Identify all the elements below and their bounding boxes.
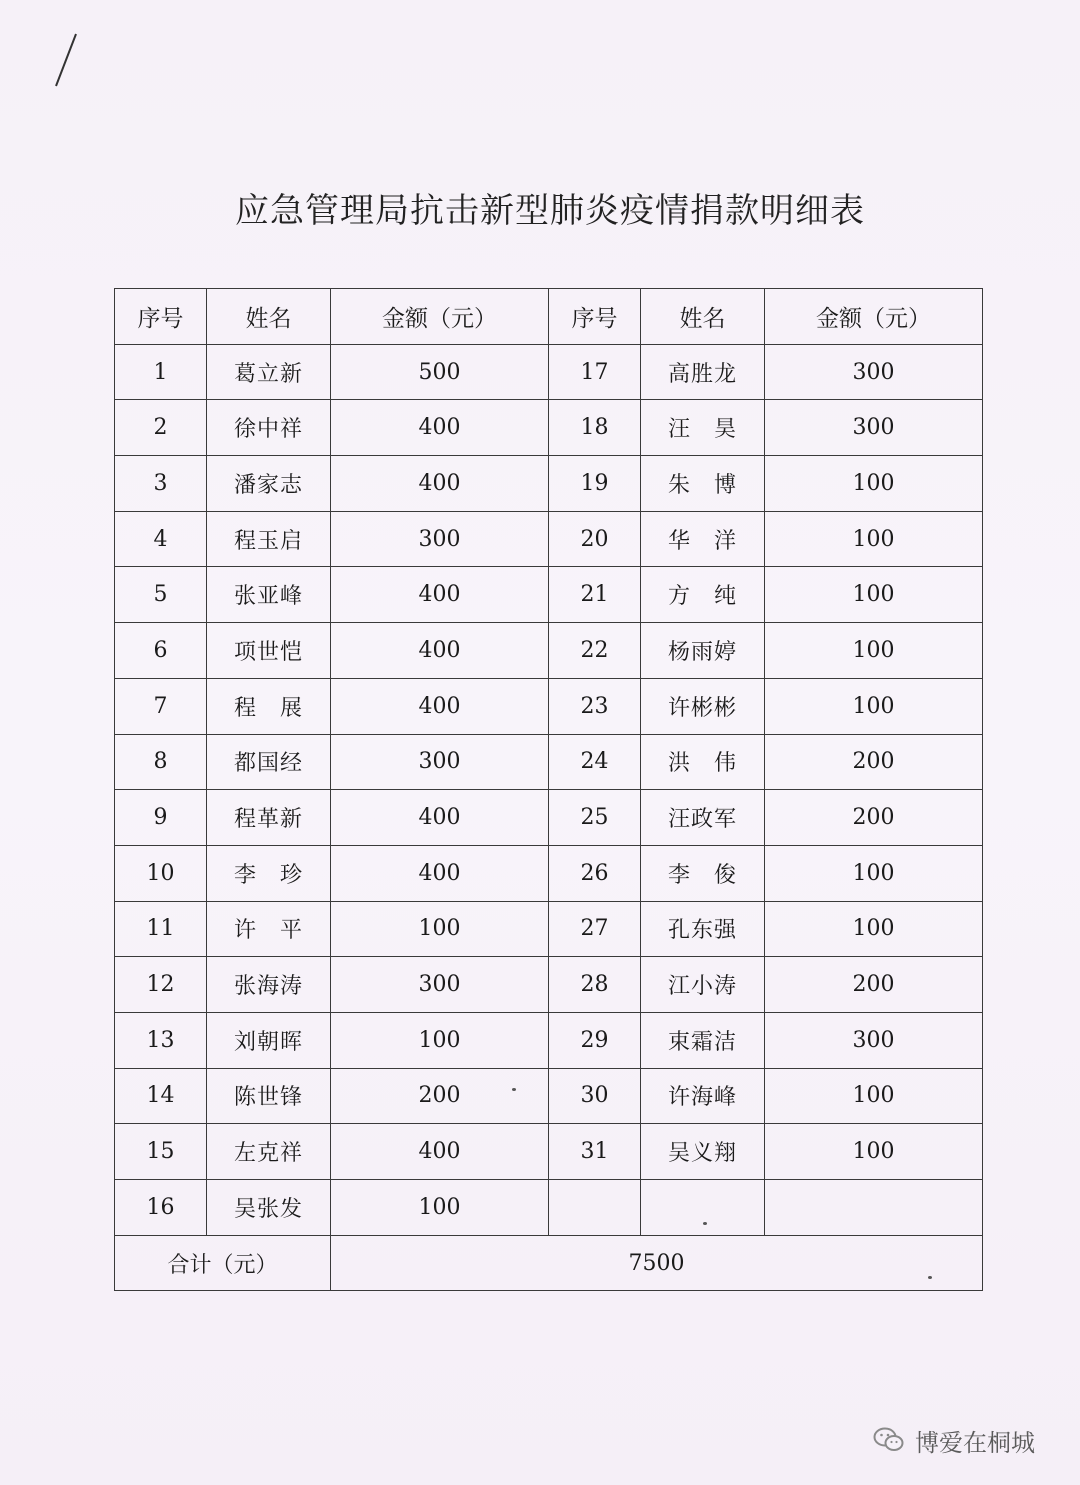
donor-name: 许 平 <box>207 901 331 957</box>
donation-amount: 100 <box>765 623 983 679</box>
donation-amount: 400 <box>331 623 549 679</box>
serial-number: 30 <box>549 1068 641 1124</box>
table-row <box>115 1012 983 1068</box>
donor-name: 吴张发 <box>207 1180 331 1236</box>
donor-name: 汪政军 <box>641 790 765 846</box>
donation-amount: 100 <box>331 1180 549 1236</box>
scan-speck <box>703 1222 707 1225</box>
donation-amount: 500 <box>331 344 549 400</box>
serial-number: 11 <box>115 901 207 957</box>
serial-number: 15 <box>115 1124 207 1180</box>
donor-name: 华 洋 <box>641 511 765 567</box>
serial-number: 31 <box>549 1124 641 1180</box>
serial-number: 18 <box>549 400 641 456</box>
donation-amount: 100 <box>765 511 983 567</box>
donor-name: 陈世锋 <box>207 1068 331 1124</box>
donation-amount: 300 <box>765 400 983 456</box>
donation-amount: 400 <box>331 567 549 623</box>
serial-number: 29 <box>549 1012 641 1068</box>
column-header: 姓名 <box>641 289 765 345</box>
donor-name: 徐中祥 <box>207 400 331 456</box>
table-row <box>115 678 983 734</box>
donation-amount: 400 <box>331 1124 549 1180</box>
column-header: 金额（元） <box>331 289 549 345</box>
column-header: 姓名 <box>207 289 331 345</box>
serial-number: 12 <box>115 957 207 1013</box>
total-row <box>115 1235 983 1291</box>
donor-name: 程革新 <box>207 790 331 846</box>
total-label: 合计（元） <box>115 1235 331 1291</box>
donation-amount: 200 <box>765 734 983 790</box>
donation-amount: 400 <box>331 456 549 512</box>
donor-name: 洪 伟 <box>641 734 765 790</box>
serial-number: 5 <box>115 567 207 623</box>
column-header: 金额（元） <box>765 289 983 345</box>
serial-number: 28 <box>549 957 641 1013</box>
document-title: 应急管理局抗击新型肺炎疫情捐款明细表 <box>235 191 865 231</box>
donation-amount: 300 <box>765 1012 983 1068</box>
footer-brand-label: 博爱在桐城 <box>915 1428 1035 1457</box>
table-row <box>115 400 983 456</box>
donor-name: 方 纯 <box>641 567 765 623</box>
donation-amount: 400 <box>331 400 549 456</box>
donation-amount: 300 <box>765 344 983 400</box>
serial-number: 14 <box>115 1068 207 1124</box>
donor-name: 张亚峰 <box>207 567 331 623</box>
table-row <box>115 734 983 790</box>
donor-name: 葛立新 <box>207 344 331 400</box>
serial-number: 3 <box>115 456 207 512</box>
table-row <box>115 1180 983 1236</box>
donation-amount: 400 <box>331 678 549 734</box>
table-row <box>115 456 983 512</box>
serial-number: 26 <box>549 845 641 901</box>
table-row <box>115 901 983 957</box>
column-header: 序号 <box>549 289 641 345</box>
table-row <box>115 1124 983 1180</box>
donor-name: 程 展 <box>207 678 331 734</box>
total-value: 7500 <box>331 1235 983 1291</box>
table-row <box>115 344 983 400</box>
serial-number: 6 <box>115 623 207 679</box>
donation-amount: 300 <box>331 734 549 790</box>
donation-amount: 300 <box>331 957 549 1013</box>
table-row <box>115 790 983 846</box>
table-row <box>115 623 983 679</box>
footer-brand <box>873 1420 1035 1460</box>
serial-number: 9 <box>115 790 207 846</box>
table-body <box>115 344 983 1235</box>
table-row <box>115 1068 983 1124</box>
donation-amount: 200 <box>331 1068 549 1124</box>
donor-name: 束霜洁 <box>641 1012 765 1068</box>
donor-name: 项世恺 <box>207 623 331 679</box>
donor-name <box>641 1180 765 1236</box>
serial-number: 7 <box>115 678 207 734</box>
serial-number <box>549 1180 641 1236</box>
donor-name: 张海涛 <box>207 957 331 1013</box>
wechat-icon <box>873 1426 905 1454</box>
table-row <box>115 511 983 567</box>
scan-speck <box>512 1088 516 1091</box>
serial-number: 1 <box>115 344 207 400</box>
donation-amount: 100 <box>331 901 549 957</box>
table-header-row <box>115 289 983 345</box>
donation-amount: 200 <box>765 790 983 846</box>
donor-name: 程玉启 <box>207 511 331 567</box>
donation-amount: 400 <box>331 845 549 901</box>
serial-number: 19 <box>549 456 641 512</box>
donor-name: 李 俊 <box>641 845 765 901</box>
pen-mark <box>50 30 80 90</box>
donor-name: 杨雨婷 <box>641 623 765 679</box>
donor-name: 潘家志 <box>207 456 331 512</box>
donation-amount: 100 <box>765 567 983 623</box>
donor-name: 李 珍 <box>207 845 331 901</box>
donation-amount: 100 <box>765 678 983 734</box>
donation-amount: 300 <box>331 511 549 567</box>
serial-number: 16 <box>115 1180 207 1236</box>
serial-number: 8 <box>115 734 207 790</box>
donation-amount: 100 <box>765 845 983 901</box>
donation-amount: 200 <box>765 957 983 1013</box>
donation-amount: 100 <box>331 1012 549 1068</box>
donor-name: 朱 博 <box>641 456 765 512</box>
serial-number: 4 <box>115 511 207 567</box>
serial-number: 25 <box>549 790 641 846</box>
column-header: 序号 <box>115 289 207 345</box>
serial-number: 27 <box>549 901 641 957</box>
donor-name: 孔东强 <box>641 901 765 957</box>
donation-amount <box>765 1180 983 1236</box>
serial-number: 17 <box>549 344 641 400</box>
donor-name: 左克祥 <box>207 1124 331 1180</box>
donor-name: 都国经 <box>207 734 331 790</box>
donor-name: 许彬彬 <box>641 678 765 734</box>
donation-amount: 100 <box>765 1124 983 1180</box>
donor-name: 吴义翔 <box>641 1124 765 1180</box>
table-row <box>115 845 983 901</box>
donor-name: 江小涛 <box>641 957 765 1013</box>
scan-speck <box>928 1276 932 1279</box>
serial-number: 20 <box>549 511 641 567</box>
donor-name: 高胜龙 <box>641 344 765 400</box>
serial-number: 13 <box>115 1012 207 1068</box>
serial-number: 23 <box>549 678 641 734</box>
donation-amount: 100 <box>765 901 983 957</box>
serial-number: 2 <box>115 400 207 456</box>
serial-number: 22 <box>549 623 641 679</box>
table-row <box>115 567 983 623</box>
serial-number: 10 <box>115 845 207 901</box>
donor-name: 刘朝晖 <box>207 1012 331 1068</box>
donation-amount: 400 <box>331 790 549 846</box>
serial-number: 24 <box>549 734 641 790</box>
donation-amount: 100 <box>765 456 983 512</box>
table-row <box>115 957 983 1013</box>
donor-name: 许海峰 <box>641 1068 765 1124</box>
donation-amount: 100 <box>765 1068 983 1124</box>
serial-number: 21 <box>549 567 641 623</box>
donor-name: 汪 昊 <box>641 400 765 456</box>
donation-table <box>114 288 983 1291</box>
